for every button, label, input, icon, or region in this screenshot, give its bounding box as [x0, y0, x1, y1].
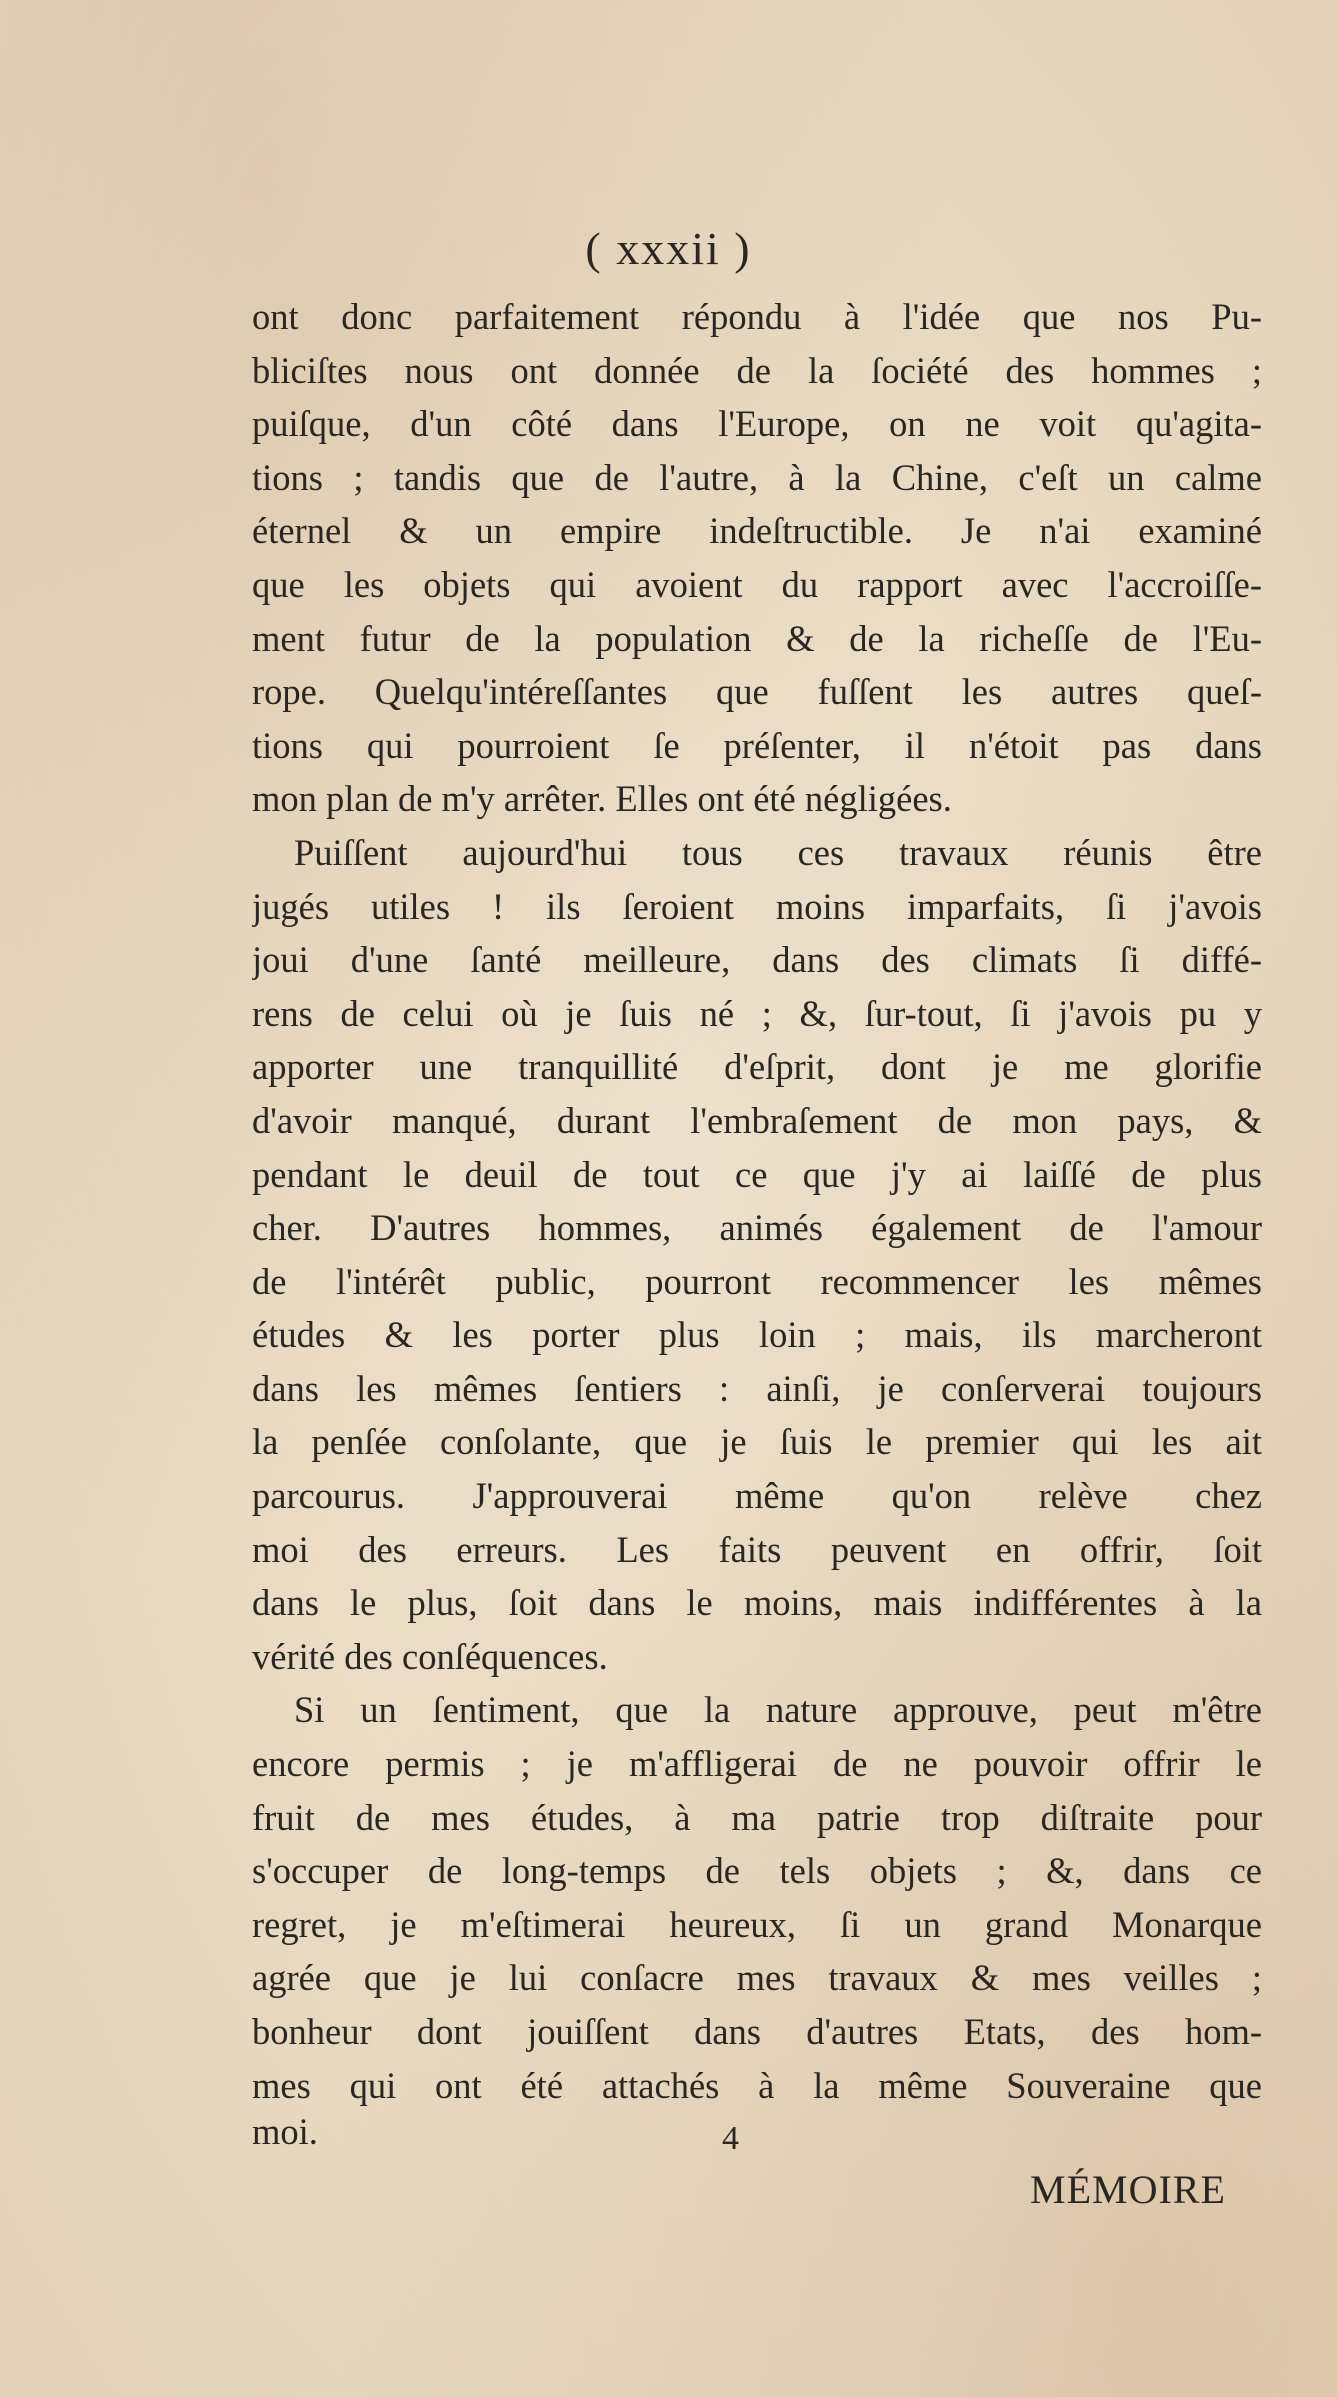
- text-line: Puiſſent aujourd'hui tous ces travaux réunis être: [294, 831, 1262, 873]
- text-line: rope. Quelqu'intéreſſantes que fuſſent les autres queſ-: [252, 671, 1262, 713]
- text-line: moi des erreurs. Les faits peuvent en offrir, ſoit: [252, 1528, 1262, 1570]
- text-line: encore permis ; je m'affligerai de ne pouvoir offrir le: [252, 1743, 1262, 1785]
- text-line: la penſée conſolante, que je ſuis le premier qui les ait: [252, 1421, 1262, 1463]
- final-word: moi.: [252, 2111, 318, 2152]
- catchword: MÉMOIRE: [1030, 2167, 1226, 2212]
- text-line: fruit de mes études, à ma patrie trop diſtraite pour: [252, 1796, 1262, 1838]
- text-line: cher. D'autres hommes, animés également de l'amour: [252, 1207, 1262, 1249]
- signature-mark: 4: [722, 2120, 739, 2157]
- text-line: dans les mêmes ſentiers : ainſi, je conſerverai toujours: [252, 1367, 1262, 1409]
- text-line: bliciſtes nous ont donnée de la ſociété des hommes ;: [252, 349, 1262, 391]
- text-line: jugés utiles ! ils ſeroient moins imparfaits, ſi j'avois: [252, 885, 1262, 927]
- text-line: dans le plus, ſoit dans le moins, mais indifférentes à la: [252, 1582, 1262, 1624]
- text-line: puiſque, d'un côté dans l'Europe, on ne voit qu'agita-: [252, 403, 1262, 445]
- text-line: tions ; tandis que de l'autre, à la Chine, c'eſt un calme: [252, 456, 1262, 498]
- text-line: rens de celui où je ſuis né ; &, ſur-tout, ſi j'avois pu y: [252, 992, 1262, 1034]
- text-line: d'avoir manqué, durant l'embraſement de mon pays, &: [252, 1099, 1262, 1141]
- text-line: joui d'une ſanté meilleure, dans des climats ſi diffé-: [252, 939, 1262, 981]
- text-line: éternel & un empire indeſtructible. Je n'ai examiné: [252, 510, 1262, 552]
- text-line: agrée que je lui conſacre mes travaux & mes veilles ;: [252, 1957, 1262, 1999]
- text-line: que les objets qui avoient du rapport avec l'accroiſſe-: [252, 563, 1262, 605]
- text-line: Si un ſentiment, que la nature approuve, peut m'être: [294, 1689, 1262, 1731]
- text-line: bonheur dont jouiſſent dans d'autres Etats, des hom-: [252, 2011, 1262, 2052]
- text-line: pendant le deuil de tout ce que j'y ai laiſſé de plus: [252, 1153, 1262, 1195]
- text-line: mon plan de m'y arrêter. Elles ont été négligées.: [252, 778, 952, 820]
- text-line: études & les porter plus loin ; mais, ils marcheront: [252, 1314, 1262, 1356]
- page-header: ( xxxii ): [585, 223, 752, 274]
- text-line: ont donc parfaitement répondu à l'idée que nos Pu-: [252, 296, 1262, 337]
- page-body: [252, 290, 1262, 2112]
- text-line: tions qui pourroient ſe préſenter, il n'étoit pas dans: [252, 724, 1262, 766]
- text-line: s'occuper de long-temps de tels objets ; &, dans ce: [252, 1850, 1262, 1892]
- text-line: regret, je m'eſtimerai heureux, ſi un grand Monarque: [252, 1903, 1262, 1945]
- text-line: mes qui ont été attachés à la même Souveraine que: [252, 2064, 1262, 2106]
- text-line: ment futur de la population & de la richeſſe de l'Eu-: [252, 617, 1262, 659]
- page-footer: [252, 2110, 1262, 2170]
- text-line: de l'intérêt public, pourront recommencer les mêmes: [252, 1260, 1262, 1302]
- text-line: apporter une tranquillité d'eſprit, dont je me glorifie: [252, 1046, 1262, 1088]
- text-line: parcourus. J'approuverai même qu'on relève chez: [252, 1475, 1262, 1517]
- text-line: vérité des conſéquences.: [252, 1635, 608, 1677]
